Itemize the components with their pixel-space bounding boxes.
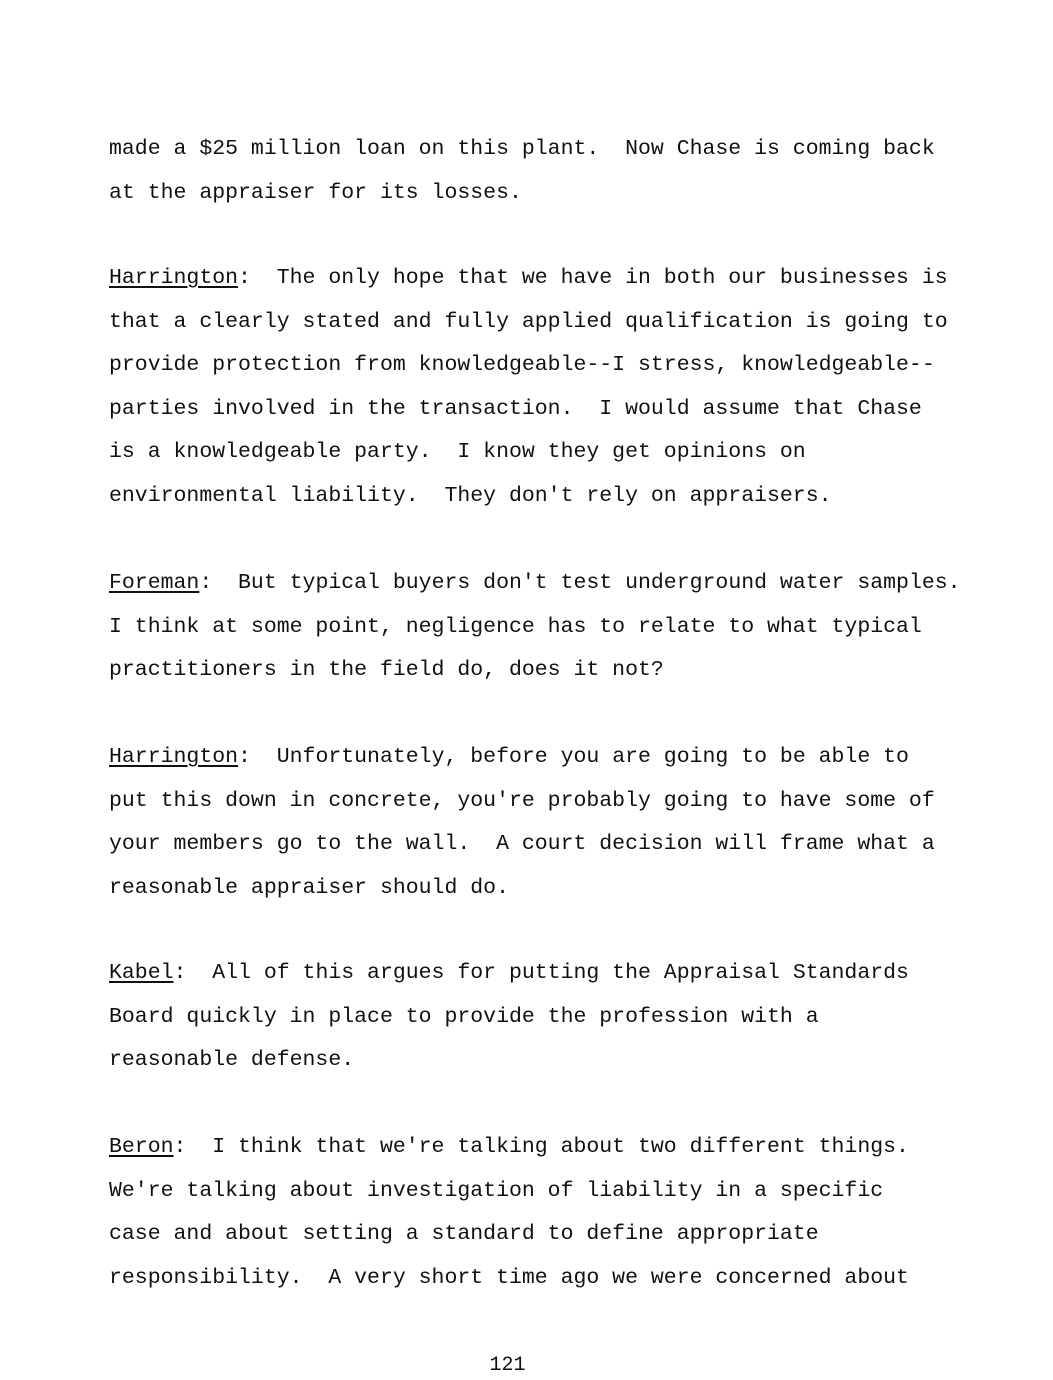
text-line bbox=[109, 562, 1009, 606]
text-line: that a clearly stated and fully applied qualification is going to bbox=[109, 309, 948, 334]
text-line: practitioners in the field do, does it not? bbox=[109, 658, 664, 682]
paragraph-foreman bbox=[109, 562, 1009, 693]
text-line: reasonable defense. bbox=[109, 1048, 355, 1072]
text-line-rest: : Unfortunately, before you are going to be able to bbox=[238, 745, 909, 769]
text-line-rest: : All of this argues for putting the Appraisal Standards bbox=[173, 961, 909, 985]
text-line: case and about setting a standard to define appropriate bbox=[109, 1222, 819, 1246]
text-line bbox=[109, 1126, 1009, 1170]
text-line: provide protection from knowledgeable--I stress, knowledgeable-- bbox=[109, 353, 935, 377]
text-line: parties involved in the transaction. I would assume that Chase bbox=[109, 396, 922, 421]
paragraph-kabel bbox=[109, 952, 1009, 1083]
text-line: is a knowledgeable party. I know they get opinions on bbox=[109, 440, 806, 464]
paragraph-continuation bbox=[109, 128, 1009, 215]
page-number: 121 bbox=[489, 1354, 526, 1377]
text-line: Board quickly in place to provide the profession with a bbox=[109, 1004, 819, 1029]
text-line-rest: : I think that we're talking about two different things. bbox=[173, 1135, 909, 1159]
text-line bbox=[109, 952, 1009, 996]
text-line: made a $25 million loan on this plant. Now Chase is coming back bbox=[109, 137, 935, 161]
text-line: environmental liability. They don't rely on appraisers. bbox=[109, 483, 832, 508]
text-line: your members go to the wall. A court decision will frame what a bbox=[109, 832, 935, 856]
paragraph-beron bbox=[109, 1126, 1009, 1300]
speaker-name: Foreman bbox=[109, 571, 200, 595]
text-line: put this down in concrete, you're probably going to have some of bbox=[109, 788, 935, 813]
speaker-name: Kabel bbox=[109, 961, 174, 985]
text-line-rest: : The only hope that we have in both our businesses is bbox=[238, 266, 948, 290]
speaker-name: Harrington bbox=[109, 266, 239, 290]
text-line-rest: : But typical buyers don't test underground water samples. bbox=[199, 571, 961, 595]
paragraph-harrington bbox=[109, 257, 1009, 518]
paragraph-harrington-2 bbox=[109, 736, 1009, 910]
text-line bbox=[109, 736, 1009, 780]
text-line: reasonable appraiser should do. bbox=[109, 875, 509, 900]
text-line: We're talking about investigation of liability in a specific bbox=[109, 1178, 884, 1203]
text-line: responsibility. A very short time ago we were concerned about bbox=[109, 1265, 909, 1290]
text-line: at the appraiser for its losses. bbox=[109, 180, 522, 205]
text-line bbox=[109, 257, 1009, 301]
speaker-name: Harrington bbox=[109, 745, 239, 769]
speaker-name: Beron bbox=[109, 1135, 174, 1159]
text-line: I think at some point, negligence has to relate to what typical bbox=[109, 614, 922, 639]
